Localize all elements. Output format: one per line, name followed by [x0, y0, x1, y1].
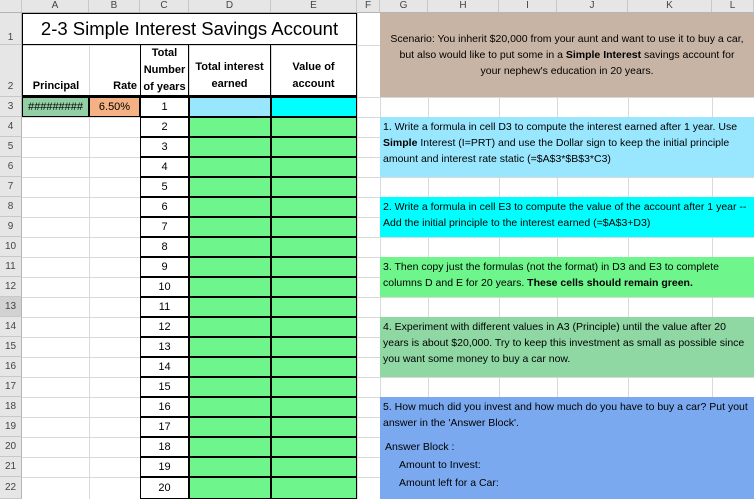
- year-cell[interactable]: [140, 477, 189, 499]
- interest-cell[interactable]: [189, 177, 271, 197]
- step3-box[interactable]: [380, 257, 754, 297]
- column-header-b[interactable]: B: [89, 0, 140, 13]
- header-value-cell[interactable]: [271, 45, 357, 97]
- sheet-title: 2-3 Simple Interest Savings Account: [40, 18, 339, 39]
- interest-cell[interactable]: [189, 417, 271, 437]
- value-cell[interactable]: [271, 397, 357, 417]
- year-value: 11: [158, 301, 171, 313]
- column-header-l[interactable]: L: [712, 0, 754, 13]
- row-header-15[interactable]: 15: [0, 337, 22, 357]
- step2-text: 2. Write a formula in cell E3 to compute the value of the account after 1 year -- Add the initial principle to the interest earned (=$A$3+D3): [383, 201, 747, 229]
- year-value: 8: [161, 241, 168, 253]
- year-value: 13: [158, 341, 171, 353]
- column-header-f[interactable]: F: [357, 0, 380, 13]
- year-value: 4: [161, 161, 168, 173]
- principal-cell[interactable]: [22, 97, 89, 117]
- year-value: 7: [161, 221, 168, 233]
- row-header-1[interactable]: 1: [0, 13, 22, 45]
- value-cell[interactable]: [271, 257, 357, 277]
- year-value: 12: [158, 321, 171, 333]
- gridline: [22, 377, 754, 378]
- scenario-text-bold: Simple Interest: [565, 49, 642, 61]
- interest-cell[interactable]: [189, 377, 271, 397]
- year-cell[interactable]: [140, 197, 189, 217]
- row-header-9[interactable]: 9: [0, 217, 22, 237]
- step4-box[interactable]: [380, 317, 754, 377]
- value-cell[interactable]: [271, 117, 357, 137]
- value-cell[interactable]: [271, 317, 357, 337]
- year-cell[interactable]: [140, 397, 189, 417]
- year-cell[interactable]: [140, 317, 189, 337]
- rate-value: 6.50%: [98, 101, 131, 113]
- interest-cell[interactable]: [189, 117, 271, 137]
- sheet-title-cell[interactable]: [22, 13, 357, 45]
- header-principal-cell[interactable]: [22, 45, 89, 97]
- row-header-13[interactable]: 13: [0, 297, 22, 317]
- row-header-10[interactable]: 10: [0, 237, 22, 257]
- scenario-text: [390, 31, 744, 79]
- row-header-17[interactable]: 17: [0, 377, 22, 397]
- year-value: 15: [158, 381, 171, 393]
- year-cell[interactable]: [140, 297, 189, 317]
- interest-cell[interactable]: [189, 357, 271, 377]
- year-value: 20: [158, 482, 171, 494]
- value-cell[interactable]: [271, 277, 357, 297]
- interest-cell[interactable]: [189, 317, 271, 337]
- year-value: 6: [161, 201, 168, 213]
- scenario-box[interactable]: [380, 13, 754, 97]
- row-header-2[interactable]: 2: [0, 45, 22, 97]
- step1-text-end: Interest (I=PRT) and use the Dollar sign to keep the initial principle amount and interest rate static (=$A$3*$B$3*C3): [383, 137, 730, 165]
- scenario-text-end: savings account for your nephew's education in 20 years.: [480, 49, 735, 77]
- principal-value: #########: [27, 101, 84, 113]
- year-cell[interactable]: [140, 157, 189, 177]
- gridline: [22, 297, 754, 298]
- row-header-20[interactable]: 20: [0, 437, 22, 457]
- value-cell[interactable]: [271, 137, 357, 157]
- column-header-k[interactable]: K: [628, 0, 712, 13]
- answer-block[interactable]: [383, 439, 751, 491]
- header-interest-cell[interactable]: [189, 45, 271, 97]
- value-cell[interactable]: [271, 337, 357, 357]
- year-value: 16: [158, 401, 171, 413]
- rate-cell[interactable]: [89, 97, 140, 117]
- gridline: [22, 237, 754, 238]
- step3-text: 3. Then copy just the formulas (not the format) in D3 and E3 to complete columns D and E for 20 years.: [383, 261, 719, 289]
- year-cell[interactable]: [140, 177, 189, 197]
- header-value: Value of account: [292, 61, 335, 90]
- header-principal: Principal: [32, 80, 80, 92]
- row-header-11[interactable]: 11: [0, 257, 22, 277]
- interest-cell-d3[interactable]: [189, 97, 271, 117]
- interest-cell[interactable]: [189, 477, 271, 499]
- year-value: 9: [161, 261, 168, 273]
- year-cell[interactable]: [140, 237, 189, 257]
- step5-text: 5. How much did you invest and how much do you have to buy a car? Put yout answer in the 'Answer Block'.: [383, 401, 748, 429]
- row-header-5[interactable]: 5: [0, 137, 22, 157]
- row-header-21[interactable]: 21: [0, 457, 22, 477]
- year-value: 14: [158, 361, 171, 373]
- year-value: 2: [161, 121, 168, 133]
- year-cell[interactable]: [140, 137, 189, 157]
- row-header-6[interactable]: 6: [0, 157, 22, 177]
- step1-text-start: 1. Write a formula in cell D3 to compute the interest earned after 1 year. Use: [383, 121, 738, 133]
- header-rate: Rate: [113, 80, 137, 92]
- value-cell[interactable]: [271, 477, 357, 499]
- year-cell[interactable]: [140, 257, 189, 277]
- interest-cell[interactable]: [189, 137, 271, 157]
- year-cell[interactable]: [140, 277, 189, 297]
- value-cell[interactable]: [271, 417, 357, 437]
- answer-block-label: Answer Block :: [385, 441, 455, 453]
- year-cell[interactable]: [140, 117, 189, 137]
- year-value: 19: [158, 461, 171, 473]
- amount-car-label: Amount left for a Car:: [399, 477, 499, 489]
- row-header-3[interactable]: 3: [0, 97, 22, 117]
- gridline: [22, 177, 754, 178]
- interest-cell[interactable]: [189, 157, 271, 177]
- column-header-j[interactable]: J: [557, 0, 628, 13]
- interest-cell[interactable]: [189, 277, 271, 297]
- year-value: 10: [158, 281, 171, 293]
- row-header-16[interactable]: 16: [0, 357, 22, 377]
- value-cell[interactable]: [271, 217, 357, 237]
- row-header-8[interactable]: 8: [0, 197, 22, 217]
- year-cell[interactable]: [140, 357, 189, 377]
- column-header-e[interactable]: E: [271, 0, 357, 13]
- value-cell[interactable]: [271, 437, 357, 457]
- value-cell-e3[interactable]: [271, 97, 357, 117]
- column-header-g[interactable]: G: [380, 0, 428, 13]
- year-value: 3: [161, 141, 168, 153]
- value-cell[interactable]: [271, 377, 357, 397]
- step5-box[interactable]: [380, 397, 754, 499]
- step1-text-bold: Simple: [383, 137, 418, 149]
- row-header-19[interactable]: 19: [0, 417, 22, 437]
- step2-box[interactable]: [380, 197, 754, 237]
- interest-cell[interactable]: [189, 437, 271, 457]
- column-header-a[interactable]: A: [22, 0, 89, 13]
- corner-cell[interactable]: [0, 0, 22, 13]
- step3-text-bold: These cells should remain green.: [527, 277, 693, 289]
- header-rate-cell[interactable]: [89, 45, 140, 97]
- year-value: 5: [161, 181, 168, 193]
- header-years: Total Number of years: [143, 46, 186, 93]
- year-cell[interactable]: [140, 217, 189, 237]
- gridline: [357, 13, 358, 499]
- interest-cell[interactable]: [189, 197, 271, 217]
- column-header-h[interactable]: H: [428, 0, 499, 13]
- interest-cell[interactable]: [189, 337, 271, 357]
- header-years-cell[interactable]: [140, 45, 189, 97]
- year-cell[interactable]: [140, 377, 189, 397]
- year-value: 18: [158, 441, 171, 453]
- row-header-12[interactable]: 12: [0, 277, 22, 297]
- year-cell[interactable]: [140, 337, 189, 357]
- value-cell[interactable]: [271, 457, 357, 477]
- scenario-text-start: Scenario: You inherit $20,000 from your aunt and want to use it to buy a car, but also would like to put some in a: [390, 33, 744, 61]
- row-header-14[interactable]: 14: [0, 317, 22, 337]
- interest-cell[interactable]: [189, 237, 271, 257]
- interest-cell[interactable]: [189, 397, 271, 417]
- header-interest: Total interest earned: [195, 61, 264, 90]
- row-header-7[interactable]: 7: [0, 177, 22, 197]
- value-cell[interactable]: [271, 177, 357, 197]
- year-cell[interactable]: [140, 97, 189, 117]
- year-cell[interactable]: [140, 437, 189, 457]
- interest-cell[interactable]: [189, 457, 271, 477]
- interest-cell[interactable]: [189, 297, 271, 317]
- value-cell[interactable]: [271, 157, 357, 177]
- interest-cell[interactable]: [189, 217, 271, 237]
- column-header-d[interactable]: D: [189, 0, 271, 13]
- column-header-c[interactable]: C: [140, 0, 189, 13]
- step4-text: 4. Experiment with different values in A3 (Principle) until the value after 20 years is about $20,000. Try to keep this investment as small as possible since you want some money to buy a car now.: [383, 321, 745, 365]
- interest-cell[interactable]: [189, 257, 271, 277]
- row-header-18[interactable]: 18: [0, 397, 22, 417]
- year-value: 17: [158, 421, 171, 433]
- amount-invest-label: Amount to Invest:: [399, 459, 481, 471]
- value-cell[interactable]: [271, 297, 357, 317]
- row-header-22[interactable]: 22: [0, 477, 22, 499]
- year-value: 1: [161, 101, 168, 113]
- row-header-4[interactable]: 4: [0, 117, 22, 137]
- column-header-i[interactable]: I: [499, 0, 557, 13]
- value-cell[interactable]: [271, 197, 357, 217]
- value-cell[interactable]: [271, 357, 357, 377]
- step1-box[interactable]: [380, 117, 754, 177]
- year-cell[interactable]: [140, 457, 189, 477]
- value-cell[interactable]: [271, 237, 357, 257]
- year-cell[interactable]: [140, 417, 189, 437]
